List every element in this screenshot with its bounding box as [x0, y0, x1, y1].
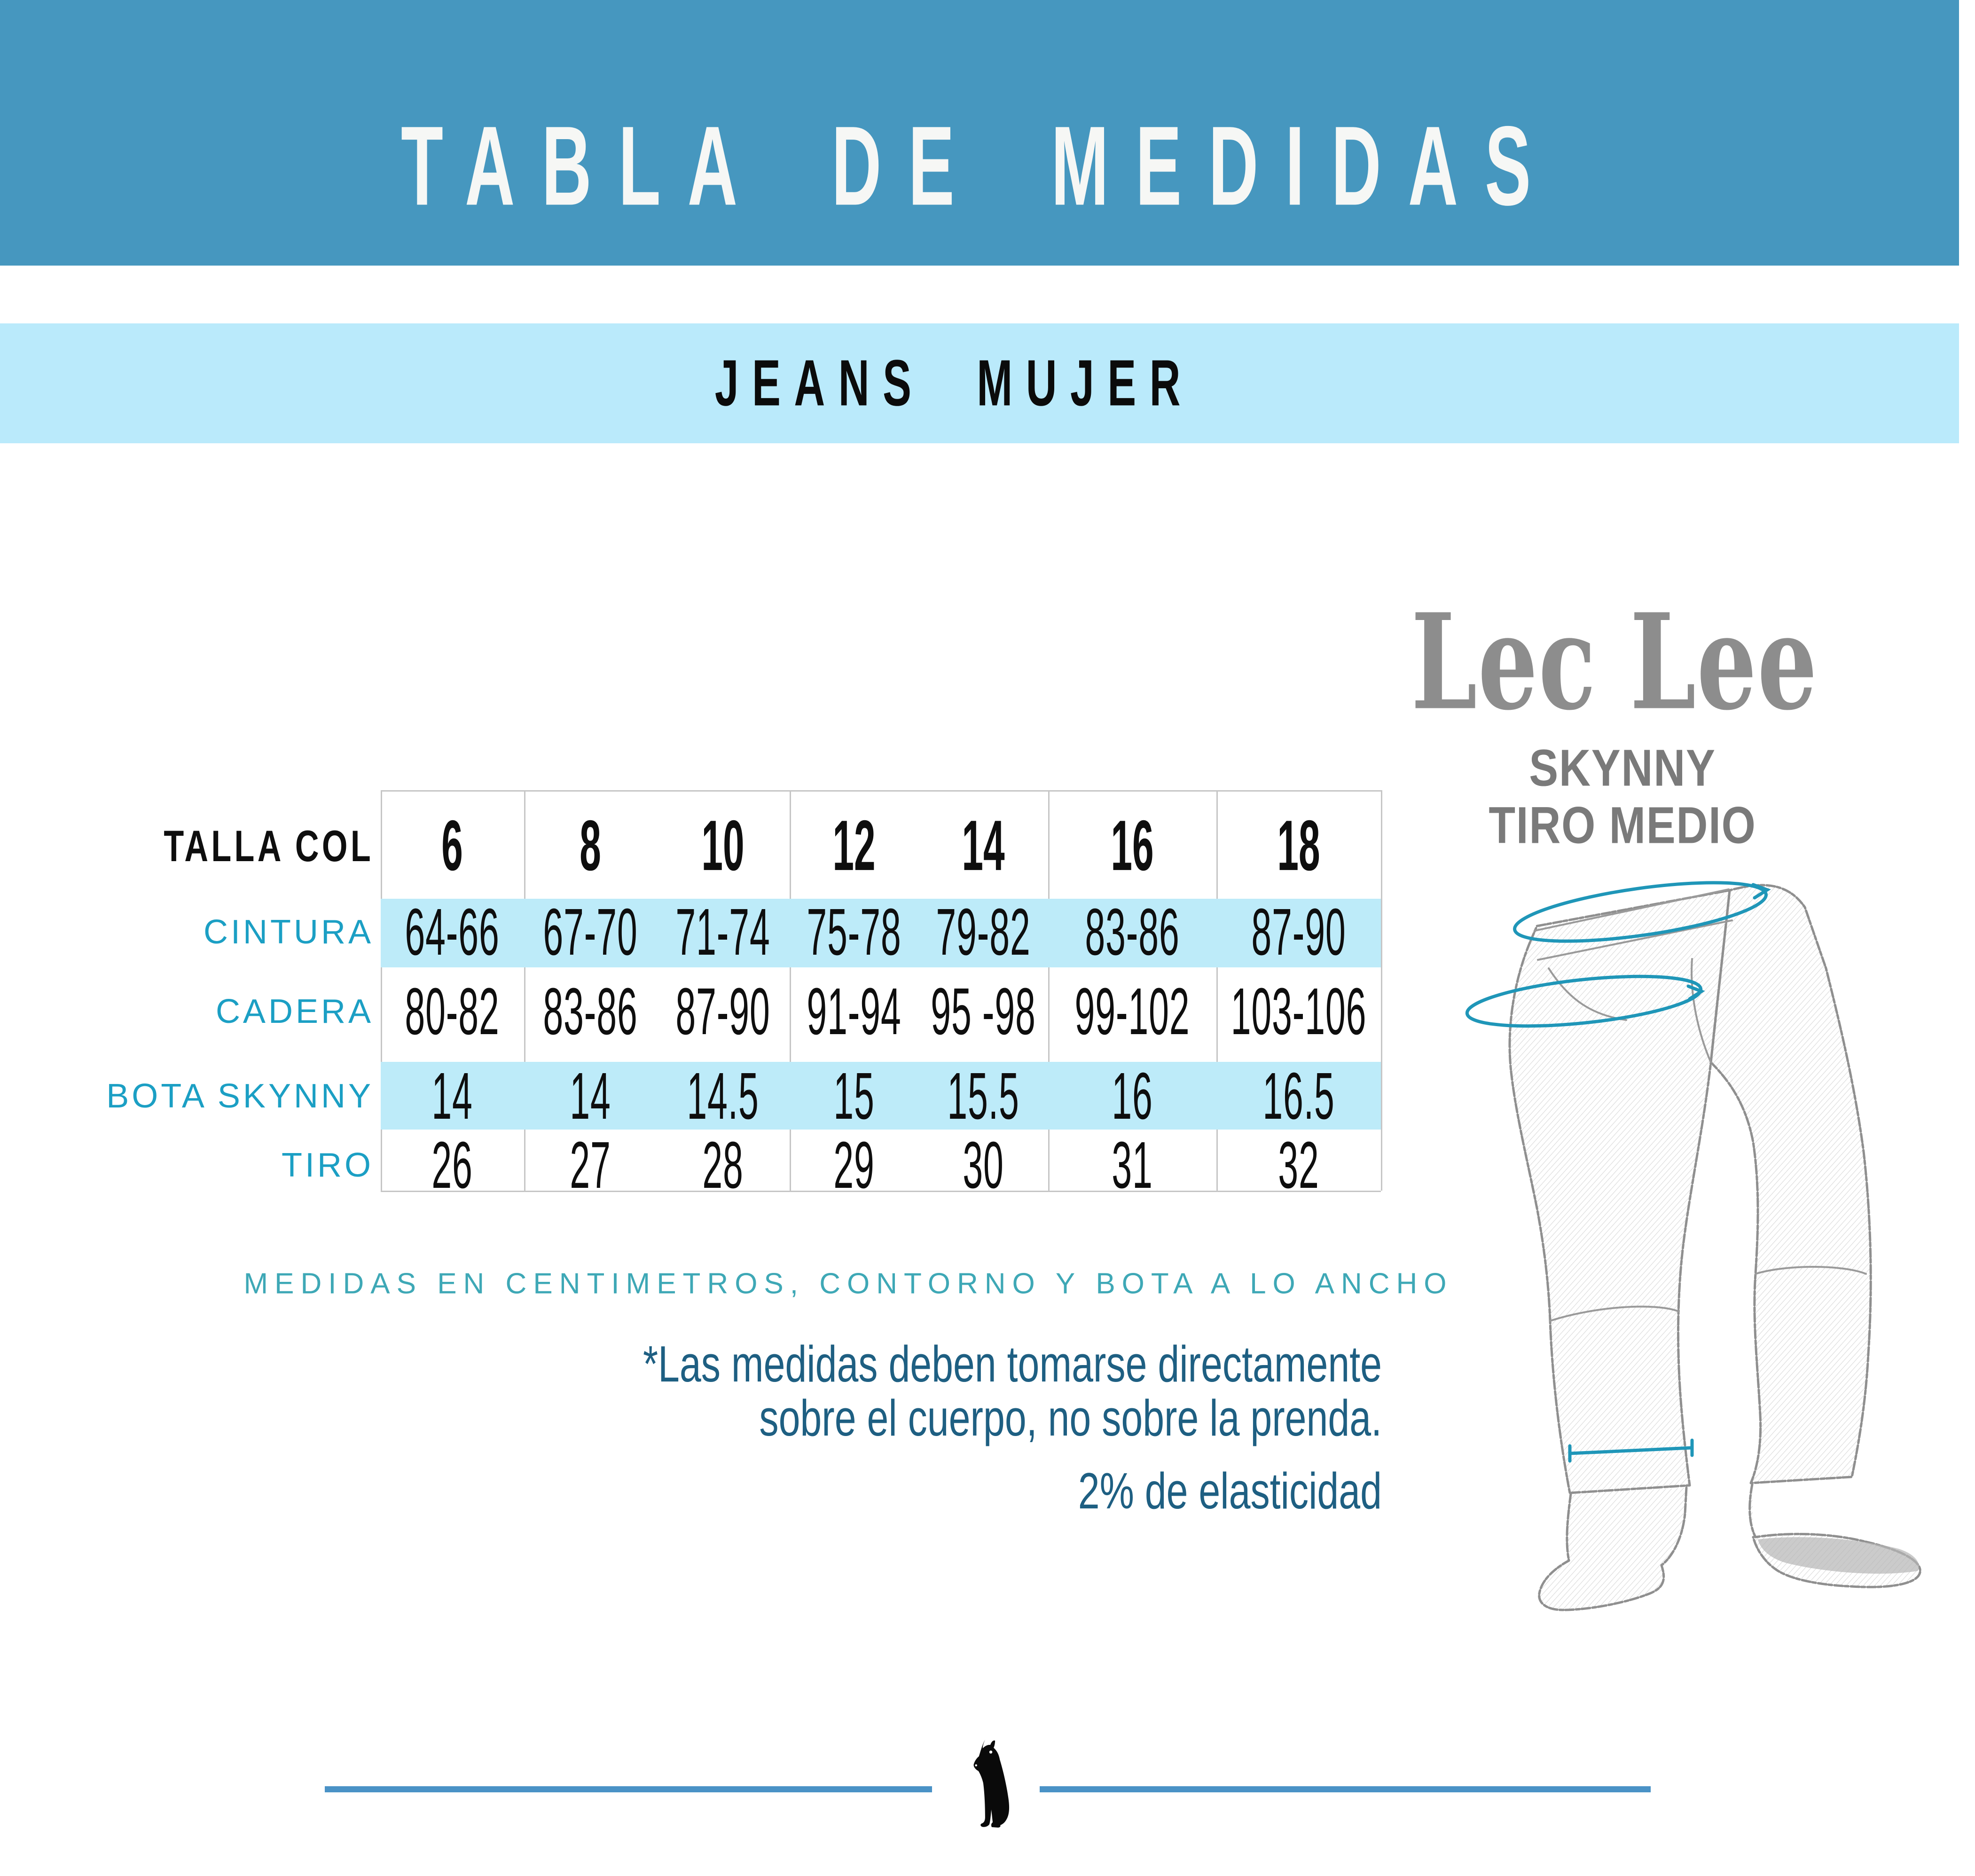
size-cell: 103-106 [1230, 974, 1367, 1048]
mascot-mouth-dot [975, 1764, 977, 1766]
size-cell: 14 [431, 1059, 473, 1133]
size-cell: 16 [1112, 1059, 1153, 1133]
table-corner-label: TALLA COL [164, 821, 374, 871]
size-cell: 27 [570, 1128, 611, 1202]
divider-line-right [1040, 1786, 1651, 1792]
skinny-jeans-sketch-icon [1429, 860, 1969, 1659]
size-cell: 83-86 [543, 974, 638, 1048]
size-cell: 91-94 [807, 974, 901, 1048]
subheader-band [0, 323, 1959, 443]
row-label: BOTA SKYNNY [106, 1077, 374, 1115]
subheader-title: JEANS MUJER [714, 346, 1194, 420]
size-cell: 99-102 [1074, 974, 1190, 1048]
fit-style-line-1: SKYNNY [1529, 738, 1716, 797]
row-label: CINTURA [204, 913, 374, 951]
size-column-header: 10 [701, 806, 745, 886]
size-column-header: 6 [441, 806, 463, 886]
table-bottom-gridline [381, 1191, 1381, 1192]
size-cell: 29 [833, 1128, 875, 1202]
size-cell: 95 -98 [931, 974, 1036, 1048]
units-note: MEDIDAS EN CENTIMETROS, CONTORNO Y BOTA A LO ANCHO [243, 1267, 1453, 1300]
mascot-silhouette-icon [964, 1738, 1016, 1829]
size-cell: 87-90 [1251, 895, 1346, 969]
size-cell: 87-90 [675, 974, 770, 1048]
size-cell: 80-82 [405, 974, 500, 1048]
fit-style-line-2: TIRO MEDIO [1489, 796, 1756, 854]
size-column-header: 16 [1111, 806, 1154, 886]
elasticity-note: 2% de elasticidad [1078, 1462, 1382, 1520]
size-cell: 14.5 [687, 1059, 759, 1133]
table-top-gridline [381, 790, 1381, 792]
size-cell: 32 [1278, 1128, 1319, 1202]
note-line-2: sobre el cuerpo, no sobre la prenda. [759, 1389, 1382, 1447]
row-label: CADERA [215, 993, 374, 1030]
size-cell: 64-66 [405, 895, 500, 969]
page-title: TABLA DE MEDIDAS [401, 102, 1558, 228]
size-cell: 75-78 [807, 895, 901, 969]
size-cell: 71-74 [675, 895, 770, 969]
size-cell: 15 [833, 1059, 875, 1133]
table-gridline [524, 790, 525, 1191]
size-cell: 30 [963, 1128, 1004, 1202]
row-label: TIRO [282, 1146, 374, 1184]
size-column-header: 18 [1277, 806, 1320, 886]
size-cell: 28 [702, 1128, 744, 1202]
divider-line-left [325, 1786, 932, 1792]
size-column-header: 12 [832, 806, 876, 886]
size-cell: 79-82 [936, 895, 1031, 969]
size-cell: 14 [570, 1059, 611, 1133]
table-gridline [790, 790, 791, 1191]
table-gridline [381, 790, 382, 1191]
note-line-1: *Las medidas deben tomarse directamente [643, 1335, 1382, 1393]
size-cell: 67-70 [543, 895, 638, 969]
brand-logo: Lec Lee [1411, 584, 1818, 739]
size-column-header: 8 [580, 806, 601, 886]
size-cell: 26 [431, 1128, 473, 1202]
size-cell: 15.5 [947, 1059, 1019, 1133]
size-cell: 16.5 [1262, 1059, 1335, 1133]
table-gridline [1048, 790, 1050, 1191]
size-column-header: 14 [962, 806, 1005, 886]
jeans-outline [1510, 885, 1920, 1610]
header-banner [0, 0, 1959, 266]
mascot-eye [989, 1750, 992, 1753]
highlight-band [381, 1059, 1381, 1133]
size-cell: 31 [1112, 1128, 1153, 1202]
size-cell: 83-86 [1085, 895, 1180, 969]
